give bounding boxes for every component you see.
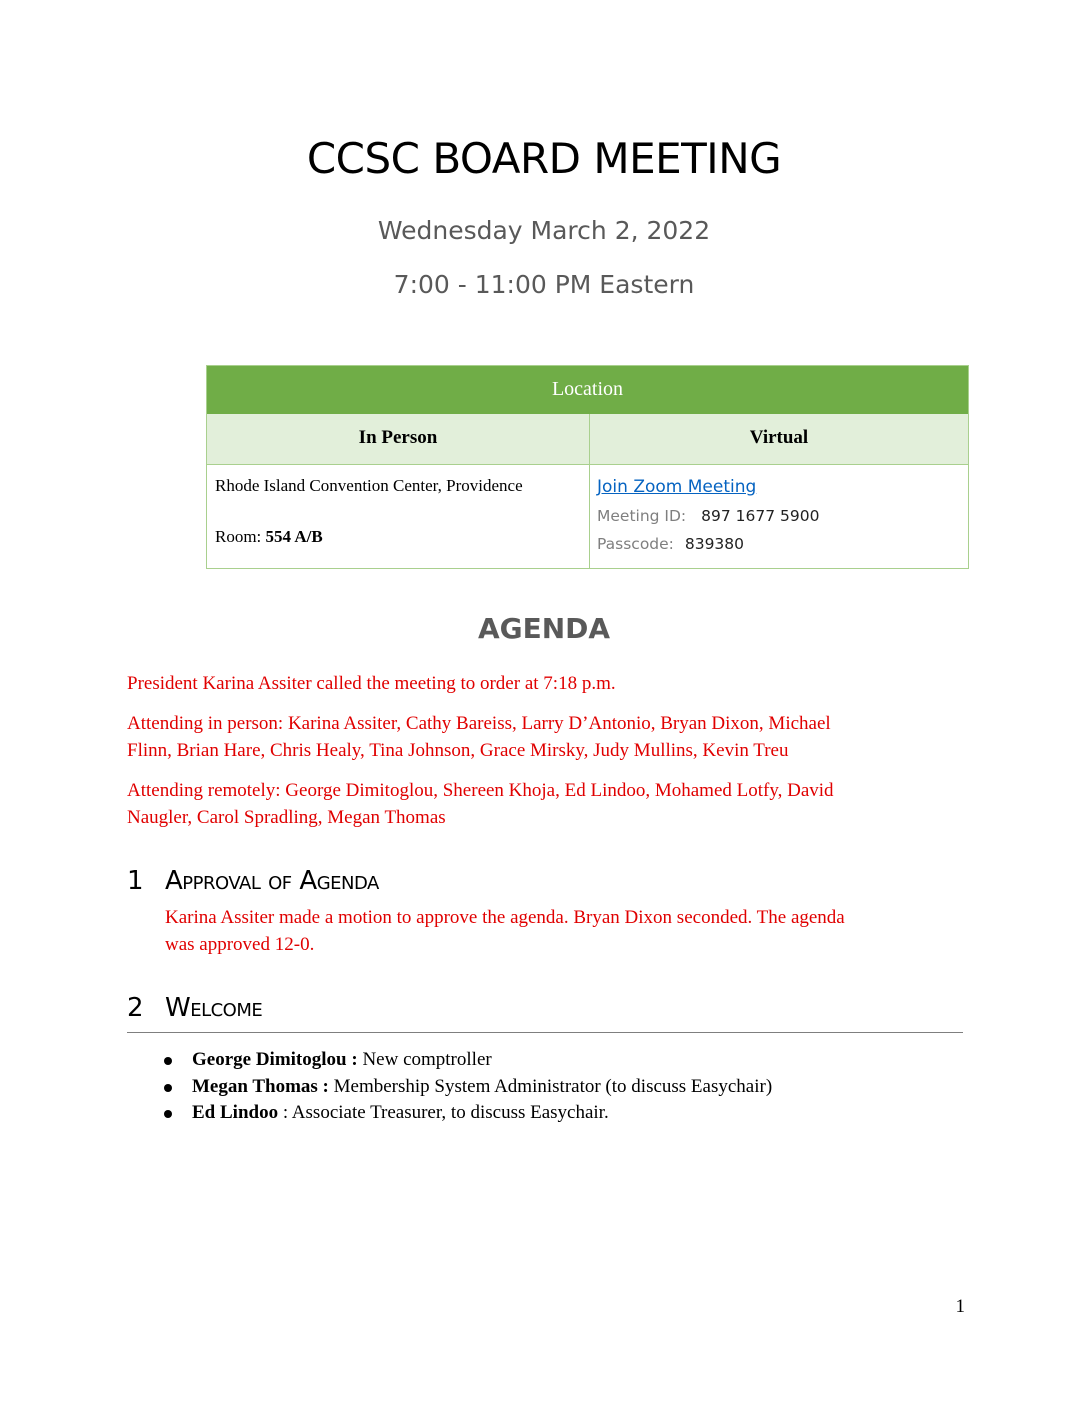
- virtual-column-header: Virtual: [749, 427, 809, 448]
- welcome-desc: Membership System Administrator (to discuss Easychair): [328, 1075, 773, 1097]
- meeting-id-value: 897 1677 5900: [701, 507, 820, 525]
- welcome-list: [160, 1047, 980, 1127]
- page-title: CCSC BOARD MEETING: [306, 134, 782, 183]
- call-to-order-text: President Karina Assiter called the meeting to order at 7:18 p.m.: [127, 673, 616, 694]
- section-2-heading: [127, 993, 262, 1023]
- passcode-row: [597, 535, 744, 553]
- meeting-id-row: [597, 507, 819, 525]
- attending-remote-line1: Attending remotely: George Dimitoglou, Shereen Khoja, Ed Lindoo, Mohamed Lotfy, David: [127, 780, 834, 801]
- welcome-name: Megan Thomas :: [192, 1075, 329, 1097]
- attending-remotely: [127, 777, 977, 831]
- list-item: [160, 1047, 980, 1074]
- location-subheader-row: [207, 414, 968, 465]
- venue-text: Rhode Island Convention Center, Providence: [215, 476, 523, 495]
- section-1-text-line1: Karina Assiter made a motion to approve the agenda. Bryan Dixon seconded. The agenda: [165, 907, 845, 928]
- section-1-title: Approval of Agenda: [165, 866, 379, 896]
- attending-in-person-line1: Attending in person: Karina Assiter, Cathy Bareiss, Larry D’Antonio, Bryan Dixon, Michael: [127, 713, 831, 734]
- room-label: Room:: [215, 527, 262, 546]
- attending-in-person-line2: Flinn, Brian Hare, Chris Healy, Tina Johnson, Grace Mirsky, Judy Mullins, Kevin Treu: [127, 740, 789, 761]
- room-text: [215, 527, 323, 547]
- meeting-time: 7:00 - 11:00 PM Eastern: [393, 270, 695, 299]
- page-number: 1: [955, 1296, 965, 1317]
- section-2-number: 2: [127, 993, 144, 1023]
- meeting-id-label: Meeting ID:: [597, 507, 687, 525]
- passcode-label: Passcode:: [597, 535, 674, 553]
- section-1-text-line2: was approved 12-0.: [165, 934, 315, 955]
- passcode-value: 839380: [684, 535, 745, 553]
- column-divider: [589, 414, 590, 568]
- welcome-desc: : Associate Treasurer, to discuss Easychair.: [278, 1102, 609, 1123]
- welcome-name: Ed Lindoo: [192, 1102, 279, 1123]
- list-item: [160, 1100, 980, 1127]
- list-item: [160, 1074, 980, 1101]
- section-1-text: [165, 904, 985, 958]
- section-1-heading: [127, 866, 379, 896]
- section-2-divider: [127, 1032, 963, 1033]
- section-1-number: 1: [127, 866, 144, 896]
- meeting-date: Wednesday March 2, 2022: [377, 216, 711, 245]
- agenda-heading: AGENDA: [477, 612, 611, 645]
- location-header: Location: [207, 366, 968, 414]
- room-value: 554 A/B: [265, 527, 323, 546]
- zoom-link[interactable]: Join Zoom Meeting: [597, 477, 757, 497]
- in-person-column-header: In Person: [358, 427, 438, 448]
- welcome-desc: New comptroller: [357, 1049, 492, 1070]
- section-2-title: Welcome: [165, 993, 263, 1023]
- attending-remote-line2: Naugler, Carol Spradling, Megan Thomas: [127, 807, 446, 828]
- attending-in-person: [127, 710, 977, 764]
- welcome-name: George Dimitoglou :: [192, 1049, 358, 1070]
- location-table: [206, 365, 969, 569]
